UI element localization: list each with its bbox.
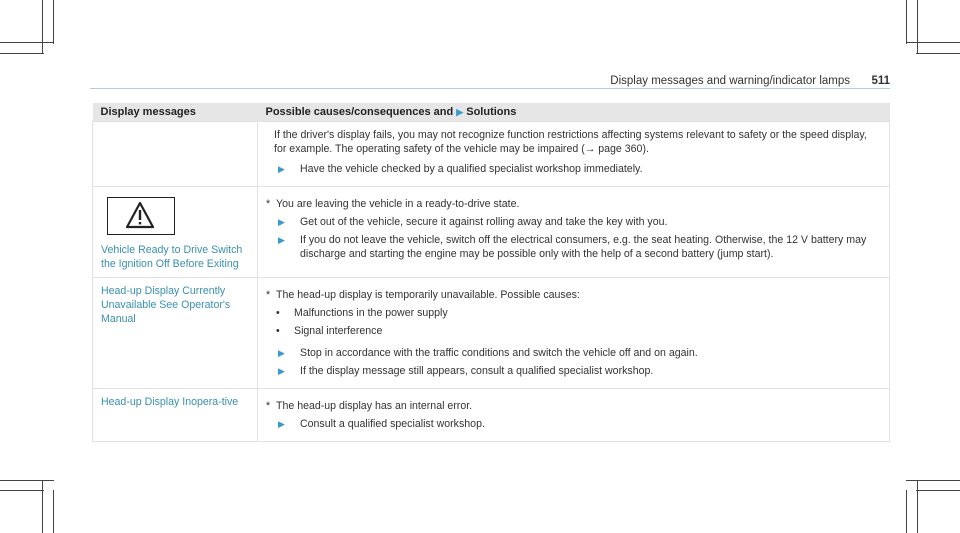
display-message-text: Head-up Display Currently Unavailable See Operator's Manual <box>101 285 231 325</box>
bullet-icon: • <box>276 307 280 319</box>
list-item-text: Signal interference <box>294 325 383 337</box>
cause-item <box>266 197 881 211</box>
cause-cell <box>258 389 890 442</box>
bullet-icon: • <box>276 325 280 337</box>
crop-mark <box>916 490 960 491</box>
play-arrow-icon: ▶ <box>278 217 285 227</box>
crop-mark <box>53 0 54 44</box>
header-divider <box>90 88 890 89</box>
play-arrow-icon: ▶ <box>278 419 285 429</box>
crop-mark <box>906 490 907 533</box>
cause-text: The head-up display has an internal error. <box>276 400 473 412</box>
running-header <box>610 72 890 92</box>
col-header-messages: Display messages <box>93 103 258 122</box>
display-message-text: Head-up Display Inopera-tive <box>101 396 239 408</box>
play-arrow-icon: ▶ <box>278 366 285 376</box>
asterisk-icon: * <box>266 400 271 412</box>
action-item <box>266 417 881 431</box>
warning-triangle-icon <box>107 197 175 235</box>
list-item <box>266 306 881 320</box>
play-arrow-icon: ▶ <box>278 164 285 174</box>
cause-cell <box>258 278 890 389</box>
action-text: Have the vehicle checked by a qualified specialist workshop immediately. <box>300 163 643 175</box>
list-item <box>266 324 881 338</box>
message-cell <box>93 187 258 278</box>
cause-text: The head-up display is temporarily unavailable. Possible causes: <box>276 289 580 301</box>
play-arrow-icon: ▶ <box>278 348 285 358</box>
asterisk-icon: * <box>266 289 271 301</box>
crop-mark <box>0 53 44 54</box>
message-cell <box>93 389 258 442</box>
message-cell <box>93 278 258 389</box>
cause-item <box>266 288 881 302</box>
cause-item <box>266 399 881 413</box>
message-cell <box>93 122 258 187</box>
display-messages-table <box>92 103 890 442</box>
action-item <box>266 162 881 176</box>
action-text: If the display message still appears, consult a qualified specialist workshop. <box>300 365 654 377</box>
crop-mark <box>916 53 960 54</box>
header-title: Display messages and warning/indicator lamps <box>610 75 850 87</box>
crop-mark <box>0 42 54 43</box>
table-row <box>93 389 890 442</box>
crop-mark <box>42 480 43 533</box>
action-item <box>266 233 881 261</box>
action-text: Get out of the vehicle, secure it against rolling away and take the key with you. <box>300 216 668 228</box>
crop-mark <box>0 480 54 481</box>
crop-mark <box>0 490 44 491</box>
table-row <box>93 187 890 278</box>
crop-mark <box>906 42 960 43</box>
action-text: Consult a qualified specialist workshop. <box>300 418 485 430</box>
action-item <box>266 364 881 378</box>
action-item <box>266 346 881 360</box>
table-row <box>93 278 890 389</box>
crop-mark <box>917 480 918 533</box>
cause-cell <box>258 187 890 278</box>
cause-cell <box>258 122 890 187</box>
col-header-solutions-label: Solutions <box>466 106 517 118</box>
play-arrow-icon: ▶ <box>456 107 464 117</box>
crop-mark <box>42 0 43 54</box>
list-item-text: Malfunctions in the power supply <box>294 307 448 319</box>
display-message-text: Vehicle Ready to Drive Switch the Ignition Off Before Exiting <box>101 244 243 270</box>
crop-mark <box>53 490 54 533</box>
table-row <box>93 122 890 187</box>
asterisk-icon: * <box>266 198 271 210</box>
cause-text: If the driver's display fails, you may not recognize function restrictions affecting systems relevant to safety or the speed display, for example. The operating safety of the vehicle may be impaired (→ page 360). <box>274 129 867 155</box>
crop-mark <box>906 480 960 481</box>
table-header-row <box>93 103 890 122</box>
crop-mark <box>906 0 907 44</box>
action-text: Stop in accordance with the traffic conditions and switch the vehicle off and on again. <box>300 347 698 359</box>
page-number: 511 <box>871 75 890 87</box>
cause-text: You are leaving the vehicle in a ready-to-drive state. <box>276 198 520 210</box>
action-item <box>266 215 881 229</box>
action-text: If you do not leave the vehicle, switch off the electrical consumers, e.g. the seat heating. Otherwise, the 12 V battery may discharge and starting the engine may be possible only with the help of a second battery (jump start). <box>300 234 867 260</box>
col-header-causes-label: Possible causes/consequences and <box>265 106 454 118</box>
col-header-causes <box>258 103 890 122</box>
play-arrow-icon: ▶ <box>278 235 285 245</box>
crop-mark <box>917 0 918 54</box>
